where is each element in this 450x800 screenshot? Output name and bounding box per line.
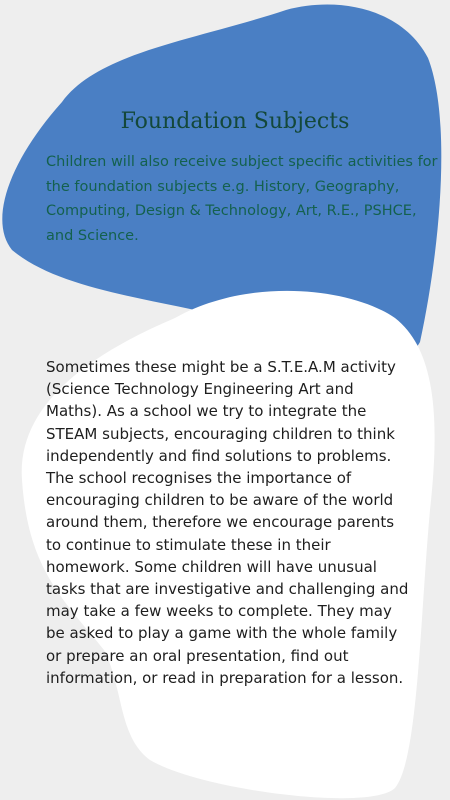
page-title: Foundation Subjects [120, 109, 350, 134]
body-paragraph: Sometimes these might be a S.T.E.A.M activity (Science Technology Engineering Art and Maths). As a school we try to integrate the STEAM subjects, encouraging children to think independently and find solutions to problems. The school recognises the importance of encouraging children to be aware of the world around them, therefore we encourage parents to continue to stimulate these in their homework. Some children will have unusual tasks that are investigative and challenging and may take a few weeks to complete. They may be asked to play a game with the whole family or prepare an oral presentation, find out information, or read in preparation for a lesson. [46, 358, 409, 687]
intro-paragraph: Children will also receive subject specific activities for the foundation subjects e.g. History, Geography, Computing, Design & Technology, Art, R.E., PSHCE, and Science. [46, 154, 438, 244]
